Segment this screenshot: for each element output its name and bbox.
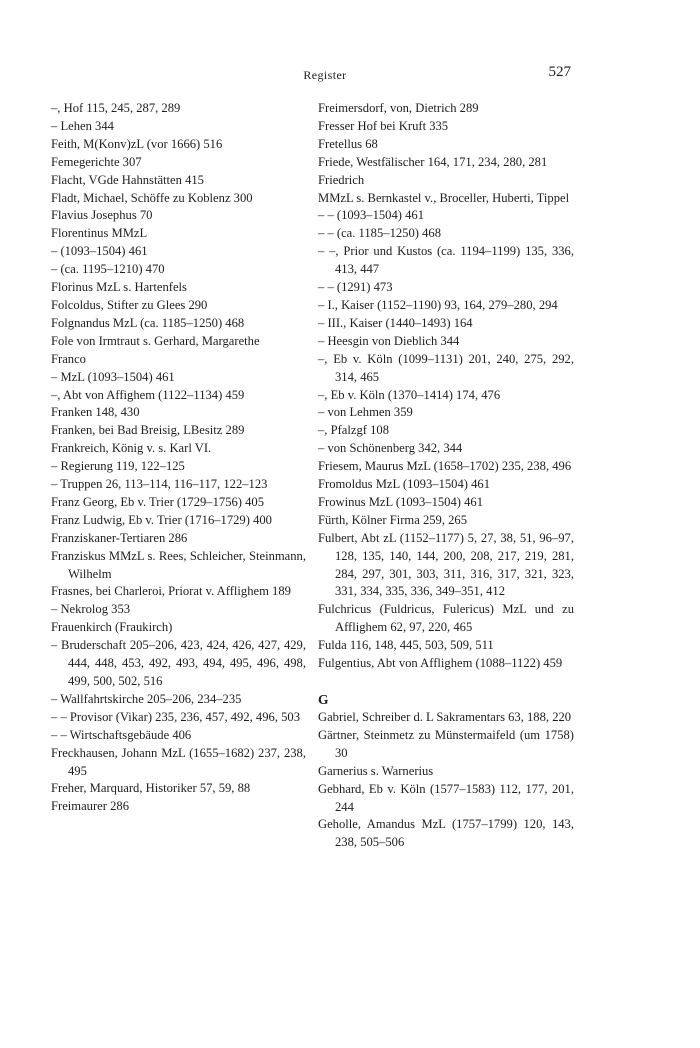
section-spacer (318, 673, 574, 691)
index-entry: Feith, M(Konv)zL (vor 1666) 516 (51, 136, 223, 151)
index-entry: Franz Ludwig, Eb v. Trier (1716–1729) 400 (51, 512, 272, 527)
index-entry: Frowinus MzL (1093–1504) 461 (318, 494, 483, 509)
index-entry: Fole von Irmtraut s. Gerhard, Margarethe (51, 333, 260, 348)
index-entry: – III., Kaiser (1440–1493) 164 (318, 315, 473, 330)
index-entry: Flacht, VGde Hahnstätten 415 (51, 172, 204, 187)
index-entry: – (1093–1504) 461 (51, 244, 148, 259)
index-entry: – Wallfahrtskirche 205–206, 234–235 (51, 691, 242, 706)
index-entry: Fretellus 68 (318, 136, 378, 151)
running-head: Register (303, 68, 347, 82)
page-header (0, 64, 700, 86)
index-entry: Freckhausen, Johann MzL (1655–1682) 237, 238, 495 (51, 745, 306, 778)
index-entry: Friesem, Maurus MzL (1658–1702) 235, 238, 496 (318, 459, 572, 474)
index-entry: –, Eb v. Köln (1370–1414) 174, 476 (318, 387, 501, 402)
index-entry: –, Abt von Affighem (1122–1134) 459 (51, 387, 245, 402)
index-entry: – Heesgin von Dieblich 344 (318, 333, 460, 348)
index-entry: – (ca. 1195–1210) 470 (51, 262, 165, 277)
index-entry: Fromoldus MzL (1093–1504) 461 (318, 477, 490, 492)
index-entry: Florentinus MMzL (51, 226, 148, 241)
index-entry: – – (1093–1504) 461 (318, 208, 424, 223)
index-entry: Flavius Josephus 70 (51, 208, 153, 223)
index-entry: – Truppen 26, 113–114, 116–117, 122–123 (51, 477, 268, 492)
index-entry: Franz Georg, Eb v. Trier (1729–1756) 405 (51, 494, 265, 509)
index-entry: – MzL (1093–1504) 461 (51, 369, 175, 384)
index-entry: Friedrich (318, 172, 365, 187)
index-entry: Gabriel, Schreiber d. L Sakramentars 63, 188, 220 (318, 710, 572, 724)
page-number: 527 (548, 64, 571, 80)
index-entries-f (318, 100, 574, 673)
index-entry: Frauenkirch (Fraukirch) (51, 620, 173, 635)
section-letter-heading: G (318, 692, 329, 707)
index-entry: – – Wirtschaftsgebäude 406 (51, 727, 192, 742)
index-entry: – – (ca. 1185–1250) 468 (318, 226, 441, 241)
index-entry: –, Hof 115, 245, 287, 289 (51, 101, 181, 115)
index-entry: Gebhard, Eb v. Köln (1577–1583) 112, 177, 201, 244 (318, 781, 574, 814)
index-entry: Freher, Marquard, Historiker 57, 59, 88 (51, 781, 251, 796)
index-entry: Geholle, Amandus MzL (1757–1799) 120, 143, 238, 505–506 (318, 817, 574, 850)
index-entry: – Lehen 344 (51, 118, 114, 133)
index-column-left (51, 100, 306, 816)
index-entry: – Nekrolog 353 (51, 602, 131, 617)
index-entry: MMzL s. Bernkastel v., Broceller, Huberti, Tippel (318, 190, 570, 205)
index-entry: Folgnandus MzL (ca. 1185–1250) 468 (51, 315, 245, 330)
index-entry: Fürth, Kölner Firma 259, 265 (318, 512, 468, 527)
index-entry: Garnerius s. Warnerius (318, 763, 434, 778)
index-entry: – Bruderschaft 205–206, 423, 424, 426, 427, 429, 444, 448, 453, 492, 493, 494, 495, 496, 498, 499, 500, 502, 516 (51, 638, 306, 688)
index-entry: – –, Prior und Kustos (ca. 1194–1199) 135, 336, 413, 447 (318, 244, 574, 277)
index-entry: Frasnes, bei Charleroi, Priorat v. Afflighem 189 (51, 584, 291, 599)
index-entry: Fulchricus (Fuldricus, Fulericus) MzL und zu Afflighem 62, 97, 220, 465 (318, 602, 574, 635)
index-entry: Gärtner, Steinmetz zu Münstermaifeld (um 1758) 30 (318, 727, 574, 760)
index-entry: – – Provisor (Vikar) 235, 236, 457, 492, 496, 503 (51, 709, 301, 724)
index-entry: Franco (51, 351, 86, 366)
index-entry: Franziskus MMzL s. Rees, Schleicher, Steinmann, Wilhelm (51, 548, 306, 581)
index-entry: – von Schönenberg 342, 344 (318, 441, 463, 456)
index-entry: – I., Kaiser (1152–1190) 93, 164, 279–280, 294 (318, 297, 558, 312)
index-entry: Folcoldus, Stifter zu Glees 290 (51, 297, 208, 312)
index-entry: Femegerichte 307 (51, 154, 142, 169)
index-entry: Florinus MzL s. Hartenfels (51, 280, 187, 295)
index-column-right (318, 100, 574, 852)
index-entry: –, Pfalzgf 108 (318, 423, 389, 438)
index-entry: –, Eb v. Köln (1099–1131) 201, 240, 275, 292, 314, 465 (318, 351, 574, 384)
index-entry: Fulgentius, Abt von Afflighem (1088–1122) 459 (318, 656, 563, 671)
index-entry: – von Lehmen 359 (318, 405, 413, 420)
index-entry: – – (1291) 473 (318, 280, 393, 295)
index-entry: Frankreich, König v. s. Karl VI. (51, 441, 212, 456)
index-entry: Franken 148, 430 (51, 405, 140, 420)
index-entry: Franken, bei Bad Breisig, LBesitz 289 (51, 423, 245, 438)
index-entry: Freimersdorf, von, Dietrich 289 (318, 101, 479, 115)
index-entry: – Regierung 119, 122–125 (51, 459, 185, 474)
index-entries-g (318, 709, 574, 852)
index-entry: Freimaurer 286 (51, 799, 129, 814)
index-entry: Friede, Westfälischer 164, 171, 234, 280, 281 (318, 154, 548, 169)
index-entry: Fresser Hof bei Kruft 335 (318, 118, 449, 133)
index-entry: Fladt, Michael, Schöffe zu Koblenz 300 (51, 190, 253, 205)
index-entry: Fulbert, Abt zL (1152–1177) 5, 27, 38, 51, 96–97, 128, 135, 140, 144, 200, 208, 217, 219, 281, 284, 297, 301, 303, 311, 316, 317, 321, 323, 331, 334, 335, 336, 349–351, 412 (318, 530, 574, 599)
index-entry: Franziskaner-Tertiaren 286 (51, 530, 188, 545)
index-entry: Fulda 116, 148, 445, 503, 509, 511 (318, 638, 494, 653)
